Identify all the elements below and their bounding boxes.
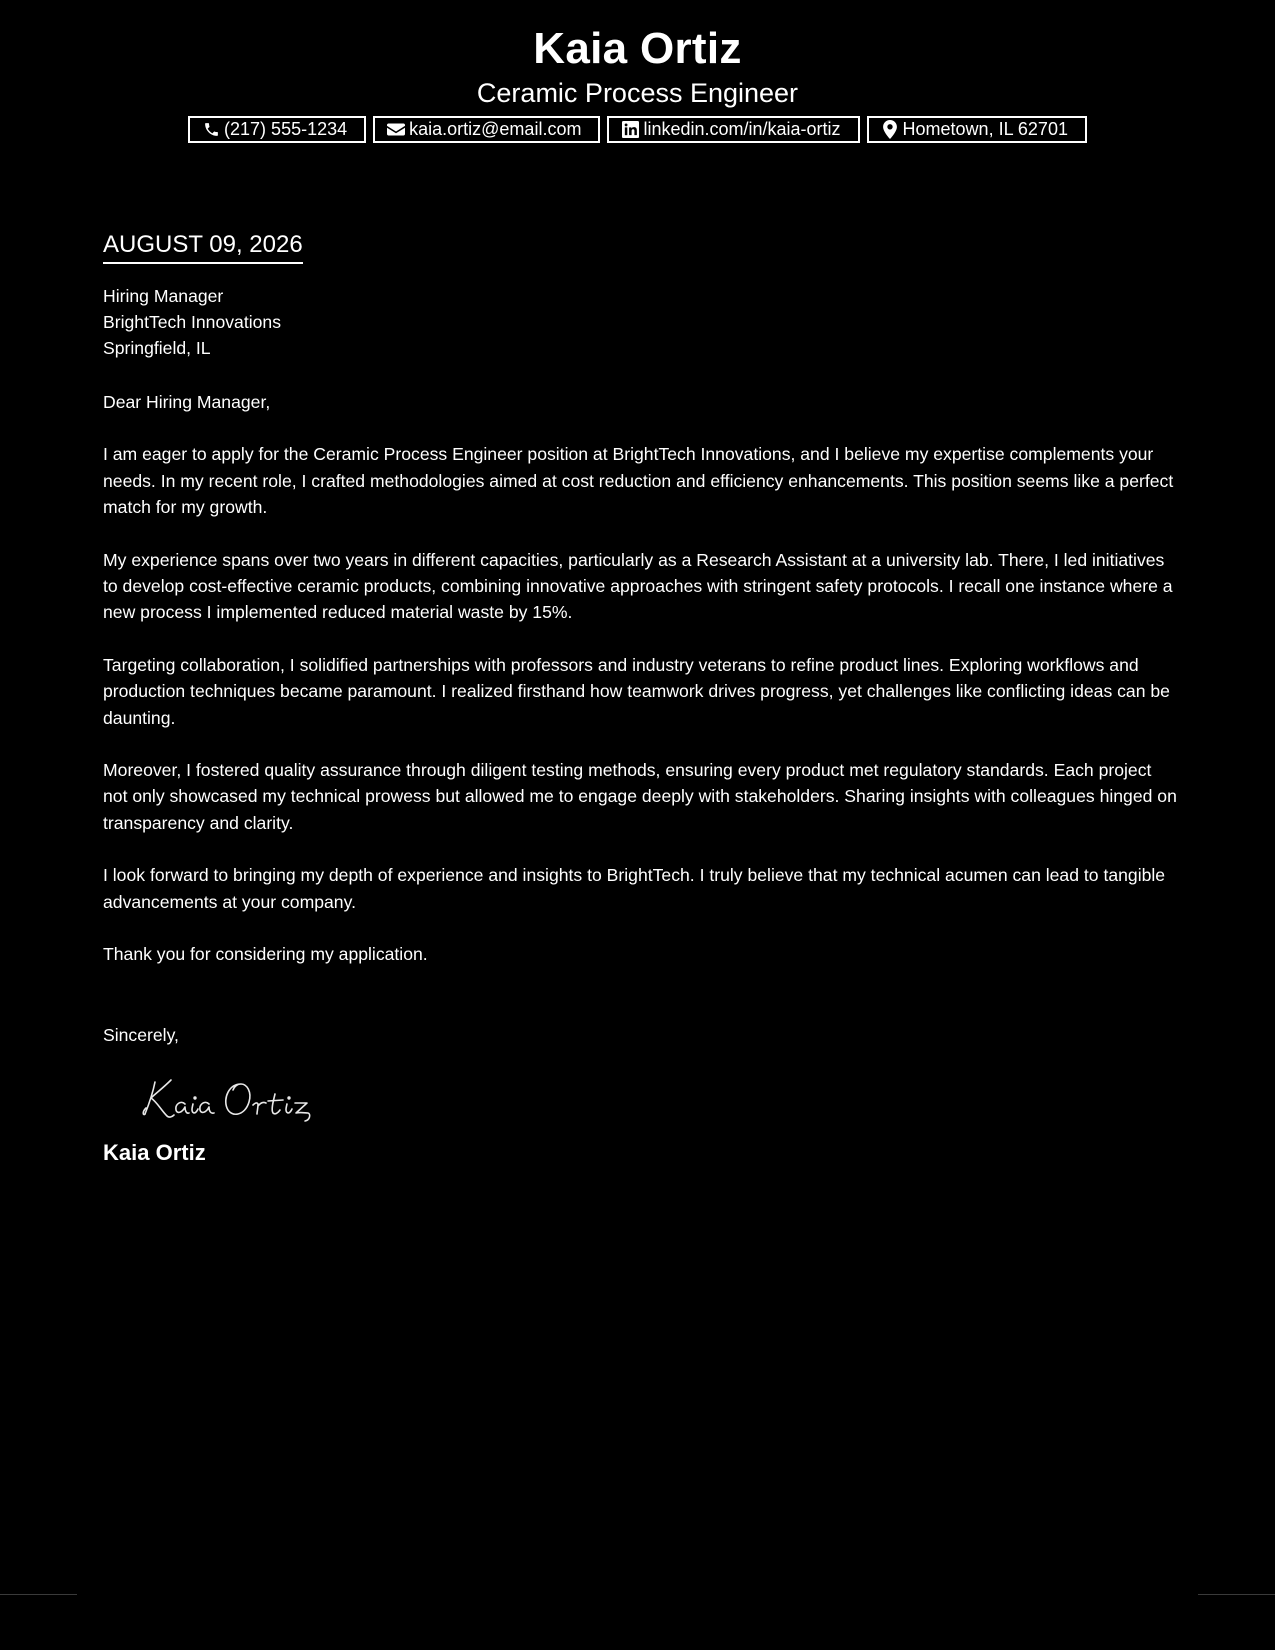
phone-icon (202, 121, 220, 139)
contact-location-text: Hometown, IL 62701 (902, 119, 1068, 139)
footer-divider-right (1198, 1594, 1275, 1595)
paragraph-collaboration: Targeting collaboration, I solidified partnerships with professors and industry veterans to refine product lines. Exploring workflows and production techniques became paramount. I realized firsthand how teamwork drives progress, yet challenges like conflicting ideas can be daunting. (103, 654, 1170, 728)
contact-email-text: kaia.ortiz@email.com (409, 119, 582, 139)
contact-linkedin[interactable] (607, 116, 859, 143)
recipient-company: BrightTech Innovations (103, 312, 281, 332)
recipient-role: Hiring Manager (103, 286, 224, 306)
contact-phone[interactable] (188, 116, 366, 143)
signer-name: Kaia Ortiz (103, 1139, 206, 1165)
paragraph-quality: Moreover, I fostered quality assurance through diligent testing methods, ensuring every product met regulatory standards. Each project not only showcased my technical prowess but allowed me to engage deeply with stakeholders. Sharing insights with colleagues hinged on transparency and clarity. (103, 760, 1177, 833)
applicant-name: Kaia Ortiz (533, 24, 742, 73)
contact-phone-text: (217) 555-1234 (224, 119, 348, 139)
map-pin-icon (881, 121, 899, 139)
contact-location[interactable] (867, 116, 1087, 143)
paragraph-thanks: Thank you for considering my application. (103, 944, 428, 965)
recipient-block (103, 283, 1178, 361)
envelope-icon (387, 121, 405, 139)
handwritten-signature (141, 1072, 331, 1124)
recipient-location: Springfield, IL (103, 338, 211, 358)
paragraph-intro: I am eager to apply for the Ceramic Process Engineer position at BrightTech Innovations, and I believe my expertise complements your needs. In my recent role, I crafted methodologies aimed at cost reduction and efficiency enhancements. This position seems like a perfect match for my growth. (103, 444, 1174, 518)
letter-body (103, 228, 1178, 1168)
applicant-title: Ceramic Process Engineer (476, 78, 799, 108)
contact-linkedin-text: linkedin.com/in/kaia-ortiz (643, 119, 841, 139)
linkedin-icon (621, 121, 639, 139)
contact-bar (0, 116, 1275, 143)
paragraph-experience: My experience spans over two years in different capacities, particularly as a Research Assistant at a university lab. There, I led initiatives to develop cost-effective ceramic products, combining innovative approaches with stringent safety protocols. I recall one instance where a new process I implemented reduced material waste by 15%. (103, 549, 1173, 623)
letter-header (0, 0, 1275, 143)
paragraph-outlook: I look forward to bringing my depth of experience and insights to BrightTech. I truly believe that my technical acumen can lead to tangible advancements at your company. (103, 865, 1166, 912)
letter-date: AUGUST 09, 2026 (103, 228, 303, 264)
footer-divider-left (0, 1594, 77, 1595)
contact-email[interactable] (373, 116, 600, 143)
greeting: Dear Hiring Manager, (103, 392, 271, 412)
closing: Sincerely, (103, 1024, 179, 1045)
